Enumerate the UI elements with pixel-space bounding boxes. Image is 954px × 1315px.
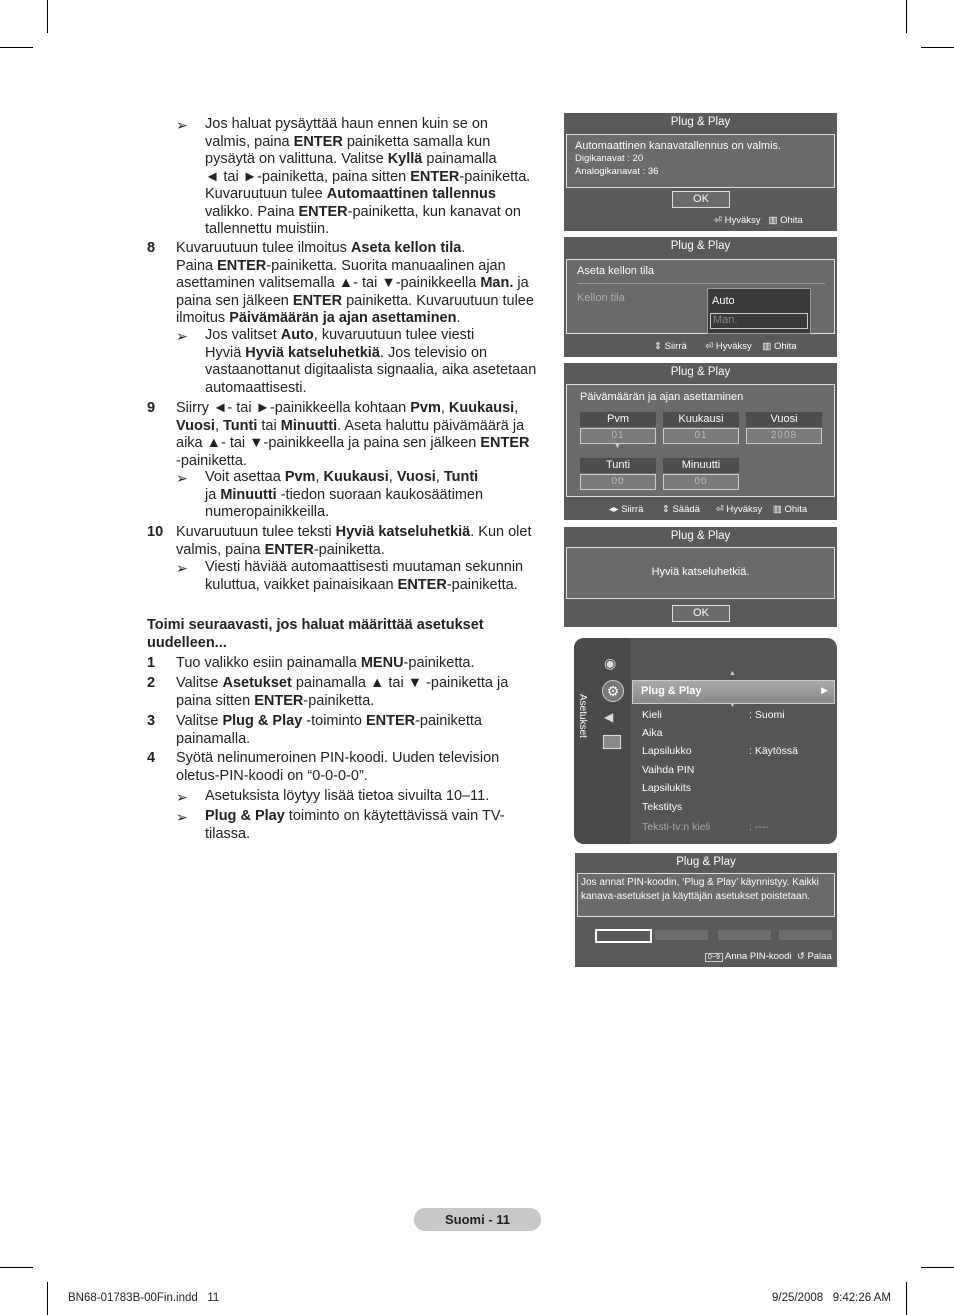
osd-info: Analogikanavat : 36 bbox=[575, 166, 659, 177]
osd-message: Päivämäärän ja ajan asettaminen bbox=[580, 391, 744, 403]
menu-selected-item[interactable] bbox=[632, 680, 835, 704]
setup-menu bbox=[574, 638, 837, 844]
menu-item[interactable]: Vaihda PIN bbox=[642, 764, 695, 776]
menu-scroll-up-icon: ▲ bbox=[729, 670, 736, 677]
application-icon[interactable] bbox=[603, 735, 621, 749]
osd-title: Plug & Play bbox=[670, 116, 731, 128]
osd-message: Automaattinen kanavatallennus on valmis. bbox=[575, 140, 782, 152]
reset-note-1: Asetuksista löytyy lisää tietoa sivuilta 10–11. bbox=[205, 788, 490, 804]
year-field[interactable]: 2008 bbox=[746, 428, 822, 444]
reset-step-4: Syötä nelinumeroinen PIN-koodi. Uuden television oletus-PIN-koodi on “0-0-0-0”. bbox=[176, 750, 500, 784]
crop-mark bbox=[921, 1267, 954, 1268]
file-name: BN68-01783B-00Fin.indd 11 bbox=[68, 1292, 220, 1304]
menu-item[interactable]: Tekstitys bbox=[642, 801, 683, 813]
osd-panel bbox=[566, 547, 835, 599]
osd-message: Hyviä katseluhetkiä. bbox=[651, 566, 750, 578]
osd-title: Plug & Play bbox=[676, 856, 736, 868]
pin-digit-4[interactable] bbox=[779, 930, 832, 940]
clock-mode-dropdown[interactable] bbox=[707, 288, 811, 334]
step-9: Siirry ◄- tai ►-painikkeella kohtaan Pvm, Kuukausi, Vuosi, Tunti tai Minuutti. Aseta haluttu päivämäärä ja aika ▲- tai ▼-painikkeella ja paina sen jälkeen ENTER -painiketta. bbox=[176, 400, 530, 469]
menu-sidebar bbox=[574, 638, 630, 844]
osd-enjoy bbox=[564, 527, 837, 627]
reset-step-1: Tuo valikko esiin painamalla MENU-painiketta. bbox=[176, 655, 475, 671]
note-arrow-icon: ➢ bbox=[176, 470, 188, 486]
menu-sidebar-label: Asetukset bbox=[577, 694, 588, 738]
note-arrow-icon: ➢ bbox=[176, 328, 188, 344]
month-field[interactable]: 01 bbox=[663, 428, 739, 444]
menu-item[interactable]: Aika bbox=[642, 727, 663, 739]
note-paragraph: Jos haluat pysäyttää haun ennen kuin se on valmis, paina ENTER painiketta samalla kun pysäytä on valittuna. Valitse Kyllä painamalla ◄ tai ►-painiketta, paina sitten ENTER-painiketta. Kuvaruutuun tulee Automaattinen tallennus valikko. Paina ENTER-painiketta, kun kanavat on tallennettu muistiin. bbox=[205, 116, 531, 237]
osd-message: kanava-asetukset ja käyttäjän asetukset poistetaan. bbox=[581, 891, 811, 902]
osd-info: Digikanavat : 20 bbox=[575, 153, 644, 164]
step-8: Kuvaruutuun tulee ilmoitus Aseta kellon tila. Paina ENTER-painiketta. Suorita manuaalinen ajan asettaminen valitsemalla ▲- tai ▼-painikkeella Man. ja paina sen jälkeen ENTER painiketta. Kuvaruutuun tulee ilmoitus Päivämäärän ja ajan asettaminen. bbox=[176, 240, 534, 326]
left-right-icon: ◂▸ bbox=[609, 504, 619, 515]
input-icon[interactable]: ◀ bbox=[604, 710, 614, 724]
osd-title: Plug & Play bbox=[670, 240, 731, 252]
osd-date-time bbox=[564, 363, 837, 520]
step-10-note: Viesti häviää automaattisesti muutaman sekunnin kuluttua, vaikket painaisikaan ENTER-painiketta. bbox=[205, 559, 524, 593]
clock-mode-label: Kellon tila bbox=[577, 292, 625, 304]
osd-panel bbox=[577, 873, 835, 917]
enter-icon: ⏎ bbox=[705, 341, 714, 352]
hour-header: Tunti bbox=[580, 458, 656, 473]
menu-item[interactable]: Lapsilukko bbox=[642, 745, 692, 757]
note-arrow-icon: ➢ bbox=[176, 809, 188, 825]
step-number: 8 bbox=[147, 240, 156, 256]
step-10: Kuvaruutuun tulee teksti Hyviä katseluhetkiä. Kun olet valmis, paina ENTER-painiketta. bbox=[176, 524, 532, 558]
osd-divider bbox=[577, 283, 825, 284]
spin-down-icon: ▼ bbox=[614, 443, 621, 450]
reset-note-2: Plug & Play toiminto on käytettävissä vain TV- tilassa. bbox=[205, 808, 505, 842]
minute-header: Minuutti bbox=[663, 458, 739, 473]
option-manual[interactable]: Man. bbox=[710, 313, 808, 329]
pin-digit-2[interactable] bbox=[655, 930, 708, 940]
menu-item-label: Plug & Play bbox=[641, 685, 702, 697]
day-header: Pvm bbox=[580, 412, 656, 427]
menu-scroll-down-icon: ▼ bbox=[729, 702, 736, 709]
step-number: 1 bbox=[147, 655, 156, 671]
osd-channel-store-done bbox=[564, 113, 837, 231]
number-keys-icon: 0~9 bbox=[705, 953, 723, 962]
osd-panel bbox=[566, 259, 835, 334]
step-number: 3 bbox=[147, 713, 156, 729]
crop-mark bbox=[906, 1282, 907, 1315]
exit-icon: ▥ bbox=[768, 215, 778, 226]
exit-icon: ▥ bbox=[772, 504, 782, 515]
enter-icon: ⏎ bbox=[714, 215, 722, 226]
menu-item[interactable]: Teksti-tv:n kieli bbox=[642, 821, 711, 833]
option-auto[interactable]: Auto bbox=[712, 295, 735, 307]
up-down-icon: ⇕ bbox=[661, 504, 670, 515]
note-arrow-icon: ➢ bbox=[176, 560, 188, 576]
print-date: 9/25/2008 9:42:26 AM bbox=[772, 1292, 891, 1304]
osd-footer: ⇕ Siirrä ⏎ Hyväksy ▥ Ohita bbox=[654, 341, 797, 352]
note-arrow-icon: ➢ bbox=[176, 789, 188, 805]
menu-item[interactable]: Lapsilukits bbox=[642, 782, 692, 794]
pin-digit-3[interactable] bbox=[718, 930, 771, 940]
page-number-badge: Suomi - 11 bbox=[414, 1208, 541, 1231]
enter-icon: ⏎ bbox=[715, 504, 724, 515]
step-9-note: Voit asettaa Pvm, Kuukausi, Vuosi, Tunti ja Minuutti -tiedon suoraan kaukosäätimen numeropainikkeilla. bbox=[205, 469, 484, 520]
step-number: 2 bbox=[147, 675, 156, 691]
year-header: Vuosi bbox=[746, 412, 822, 427]
menu-value: : Käytössä bbox=[749, 745, 799, 757]
exit-icon: ▥ bbox=[762, 341, 772, 352]
osd-footer: ◂▸ Siirrä ⇕ Säädä ⏎ Hyväksy ▥ Ohita bbox=[609, 504, 808, 515]
crop-mark bbox=[0, 47, 33, 48]
note-arrow-icon: ➢ bbox=[176, 117, 188, 133]
up-down-icon: ⇕ bbox=[654, 341, 662, 352]
minute-field[interactable]: 00 bbox=[663, 474, 739, 490]
osd-clock-mode bbox=[564, 237, 837, 357]
step-number: 9 bbox=[147, 400, 156, 416]
crop-mark bbox=[0, 1267, 33, 1268]
osd-footer: 0~9 Anna PIN-koodi ↺ Palaa bbox=[705, 951, 832, 962]
return-icon: ↺ bbox=[796, 951, 805, 962]
pin-digit-1[interactable] bbox=[595, 929, 652, 943]
step-number: 10 bbox=[147, 524, 164, 540]
menu-value: : ---- bbox=[749, 821, 769, 833]
step-8-note: Jos valitset Auto, kuvaruutuun tulee viesti Hyviä Hyviä katseluhetkiä. Jos televisio on vastaanottanut digitaalista signaalia, aika asetetaan automaattisesti. bbox=[205, 327, 537, 396]
osd-panel bbox=[566, 384, 835, 497]
hour-field[interactable]: 00 bbox=[580, 474, 656, 490]
section-heading: Toimi seuraavasti, jos haluat määrittää asetukset uudelleen... bbox=[147, 617, 484, 651]
chevron-right-icon: ▶ bbox=[821, 685, 828, 695]
crop-mark bbox=[921, 47, 954, 48]
osd-message: Aseta kellon tila bbox=[577, 265, 655, 277]
picture-icon[interactable]: ◉ bbox=[604, 655, 617, 671]
ok-button[interactable]: OK bbox=[672, 191, 730, 208]
osd-title: Plug & Play bbox=[670, 366, 731, 378]
osd-pin-entry bbox=[575, 853, 837, 967]
osd-footer: ⏎ Hyväksy ▥ Ohita bbox=[714, 215, 803, 226]
month-header: Kuukausi bbox=[663, 412, 739, 427]
crop-mark bbox=[906, 0, 907, 33]
menu-item[interactable]: Kieli bbox=[642, 709, 662, 721]
osd-panel bbox=[566, 134, 835, 188]
day-field[interactable]: 01 bbox=[580, 428, 656, 444]
step-number: 4 bbox=[147, 750, 156, 766]
reset-step-2: Valitse Asetukset painamalla ▲ tai ▼ -painiketta ja paina sitten ENTER-painiketta. bbox=[176, 675, 509, 709]
crop-mark bbox=[47, 1282, 48, 1315]
menu-value: : Suomi bbox=[749, 709, 785, 721]
setup-icon[interactable]: ⚙ bbox=[602, 680, 624, 702]
osd-title: Plug & Play bbox=[670, 530, 731, 542]
ok-button[interactable]: OK bbox=[672, 605, 730, 622]
osd-message: Jos annat PIN-koodin, ‘Plug & Play’ käynnistyy. Kaikki bbox=[581, 877, 819, 888]
reset-step-3: Valitse Plug & Play -toiminto ENTER-painiketta painamalla. bbox=[176, 713, 482, 747]
crop-mark bbox=[47, 0, 48, 33]
